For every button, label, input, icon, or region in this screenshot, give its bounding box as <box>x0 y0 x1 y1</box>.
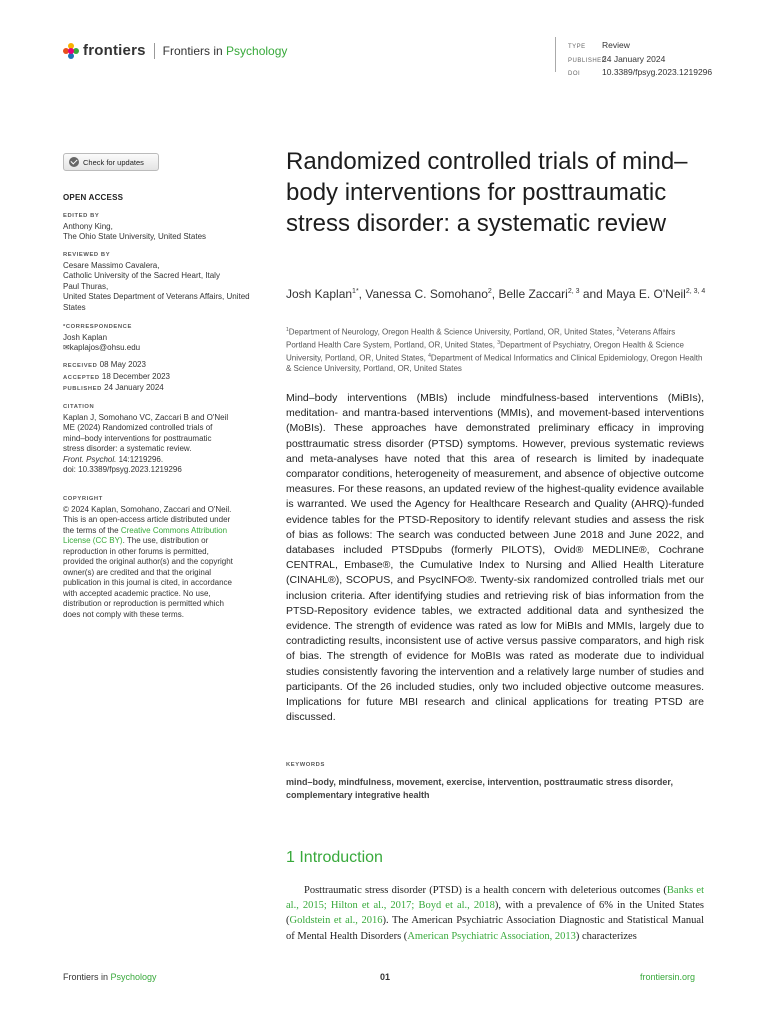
citation-link[interactable]: American Psychiatric Association, 2013 <box>407 930 576 942</box>
author-name[interactable]: Vanessa C. Somohano <box>365 287 488 301</box>
correspondence-block: *CORRESPONDENCE Josh Kaplan ✉kaplajos@ohsu.edu <box>63 322 248 354</box>
article-type: Review <box>602 40 630 50</box>
citation-link[interactable]: Banks et al., 2015; Hilton et al., 2017; Boyd et al., 2018 <box>286 885 704 912</box>
journal-title[interactable]: Frontiers in Psychology <box>162 43 288 58</box>
email-icon: ✉ <box>63 343 70 352</box>
footer-site-link[interactable]: frontiersin.org <box>640 972 696 982</box>
frontiers-logo-icon <box>63 43 79 59</box>
header-divider <box>154 43 155 59</box>
check-updates-icon <box>69 157 79 167</box>
copyright-block: COPYRIGHT © 2024 Kaplan, Somohano, Zaccari and O'Neil. This is an open-access article distributed under the terms of the Creative Commons Attribution License (CC BY). The use, distribution or reproduction in other forums is permitted, provided the original author(s) and the copyright owner(s) are credited and that the original publication in this journal is cited, in accordance with accepted academic practice. No use, distribution or reproduction is permitted which does not comply with these terms. <box>63 496 233 619</box>
author-list: Josh Kaplan$^{1*}$, Vanessa C. Somohano$^2$, Belle Zaccari$^{2, 3}$ and Maya E. O'Neil$^{2, 3, 4}$ <box>286 287 706 301</box>
keywords: mind–body, mindfulness, movement, exercise, intervention, posttraumatic stress disorder, complementary integrative health <box>286 777 673 800</box>
affiliations: $^1$Department of Neurology, Oregon Health & Science University, Portland, OR, United States, $^2$Veterans Affairs Portland Health Care System, Portland, OR, United States, $^3$Department of Psychiatry, Oregon Health & Science University, Portland, OR, United States, $^4$Department of Medical Informatics and Clinical Epidemiology, Oregon Health & Science University, Portland, OR, United States <box>286 327 703 374</box>
article-title: Randomized controlled trials of mind–body interventions for posttraumatic stress disorder: a systematic review <box>286 148 688 237</box>
doi-link[interactable]: 10.3389/fpsyg.2023.1219296 <box>602 67 713 77</box>
author-name[interactable]: Belle Zaccari <box>498 287 568 301</box>
license-link[interactable]: Creative Commons Attribution License (CC BY) <box>63 525 228 545</box>
keywords-label: KEYWORDS <box>286 762 325 768</box>
section-heading: 1 Introduction <box>286 849 383 866</box>
author-name[interactable]: Maya E. O'Neil <box>606 287 686 301</box>
journal-header <box>63 42 287 59</box>
edited-by-block: EDITED BY Anthony King, The Ohio State University, United States <box>63 213 207 241</box>
citation-block: CITATION Kaplan J, Somohano VC, Zaccari B and O'Neil ME (2024) Randomized controlled trials of mind–body interventions for posttraumatic stress disorder: a systematic review. Front. Psychol. 14:1219296. doi: 10.3389/fpsyg.2023.1219296 <box>63 404 229 474</box>
author-name[interactable]: Josh Kaplan <box>286 287 353 301</box>
citation-link[interactable]: Goldstein et al., 2016 <box>289 915 383 927</box>
open-access-label: OPEN ACCESS <box>63 193 124 202</box>
article-meta: TYPE Review PUBLISHED24 January 2024 DOI 10.3389/fpsyg.2023.1219296 <box>568 40 713 77</box>
publish-date: 24 January 2024 <box>602 53 666 64</box>
email-link[interactable]: ✉kaplajos@ohsu.edu <box>63 343 141 352</box>
footer-journal: Frontiers in Psychology <box>63 972 157 982</box>
dates-block: RECEIVED 08 May 2023 ACCEPTED 18 December 2023 PUBLISHED 24 January 2024 <box>63 360 170 392</box>
body-paragraph: Posttraumatic stress disorder (PTSD) is a health concern with deleterious outcomes (Banks et al., 2015; Hilton et al., 2017; Boyd et al., 2018), with a prevalence of 6% in the United States (Goldstein et al., 2016). The American Psychiatric Association Diagnostic and Statistical Manual of Mental Health Disorders (American Psychiatric Association, 2013) characterizes <box>286 885 704 942</box>
check-for-updates-button[interactable]: Check for updates <box>63 153 159 171</box>
meta-divider <box>555 37 556 72</box>
brand-name: frontiers <box>83 42 146 59</box>
reviewed-by-block: REVIEWED BY Cesare Massimo Cavalera, Catholic University of the Sacred Heart, Italy Paul Thuras, United States Department of Veterans Affairs, United States <box>63 252 250 312</box>
page-number: 01 <box>380 972 391 982</box>
citation-doi[interactable]: doi: 10.3389/fpsyg.2023.1219296 <box>63 465 182 474</box>
abstract: Mind–body interventions (MBIs) include mindfulness-based interventions (MiBIs), meditation- and mantra-based interventions (MMIs), and movement-based interventions (MoBIs). These approaches have demonstrated preliminary efficacy in improving posttraumatic stress disorder (PTSD) symptoms. However, previous systematic reviews and meta-analyses have noted that this area of research is limited by inadequate comparator conditions, heterogeneity of measurement, and absence of objective outcome measures. For these reasons, an updated review of the highest-quality evidence available is warranted. We used the Agency for Healthcare Research and Quality (AHRQ)-funded evidence tables for the PTSD-Repository to identify relevant studies and assess the risk of bias as follows: The search was conducted between June 2018 and June 2022, and databases included PTSDpubs (formerly PILOTS), Ovid® MEDLINE®, Cochrane CENTRAL, Embase®, the Cumulative Index to Nursing and Allied Health Literature (CINAHL®), SCOPUS, and PsycINFO®. Twenty-six randomized controlled trials met our inclusion criteria. After identifying studies and retrieving risk of bias information from the PTSD-Repository evidence tables, we extracted additional data and synthesized the evidence. The strength of evidence was rated as low for MiBIs and MMIs, largely due to contradicting results, inconsistent use of active versus passive comparators, and high risk of bias. The strength of evidence for MoBIs was rated as moderate due to individual studies consistently favoring the intervention and a relatively large number of studies and participants. Of the 26 included studies, only two included objective outcome measures. Implications for future MBI research and clinical applications for treating PTSD are discussed. <box>286 392 704 724</box>
